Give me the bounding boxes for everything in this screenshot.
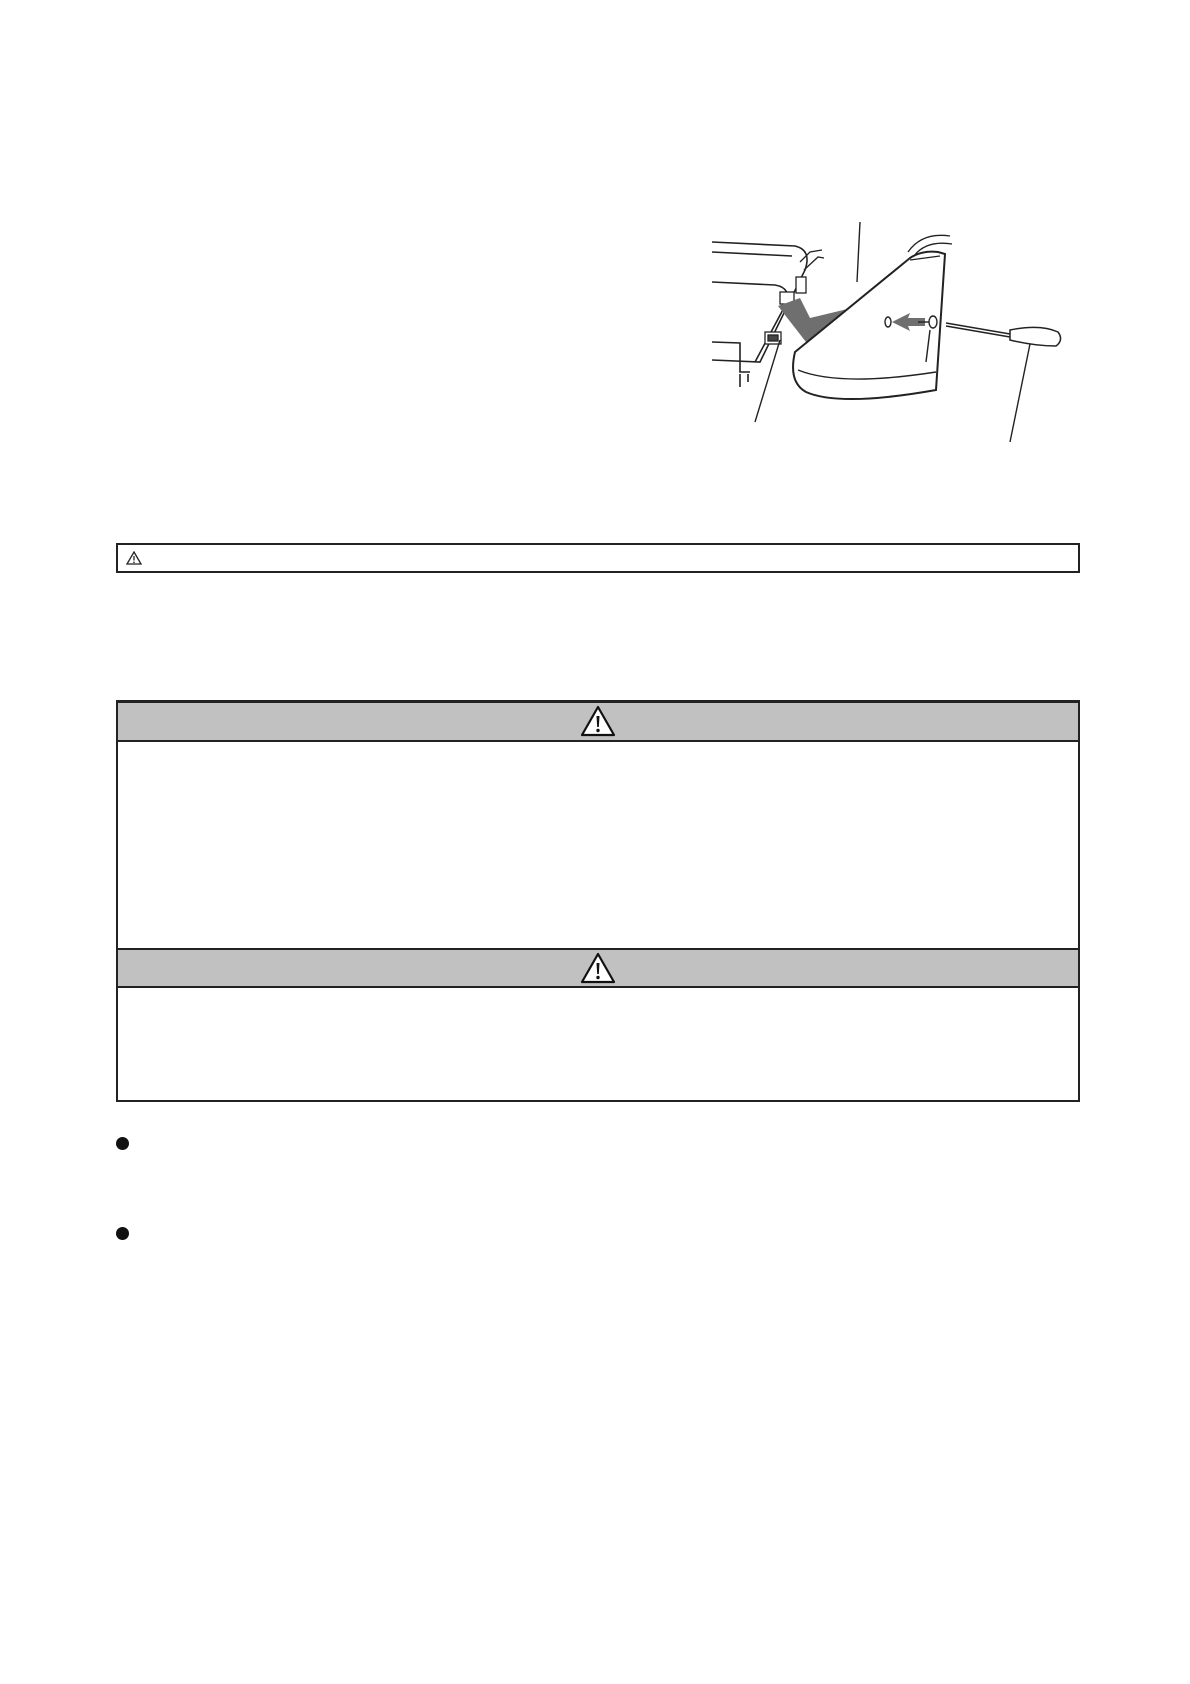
caution-header-band — [118, 948, 1078, 988]
warning-triangle-icon — [580, 952, 616, 984]
screwdriver-drawing — [946, 323, 1061, 346]
bullet-dot-icon — [116, 1227, 129, 1240]
warning-triangle-icon — [126, 551, 142, 565]
bullet-dot-icon — [116, 1137, 129, 1150]
warning-triangle-icon — [580, 705, 616, 737]
caution-strip — [116, 543, 1080, 573]
assembly-illustration — [700, 222, 1100, 442]
warning-box — [116, 700, 1080, 1102]
warning-header-band — [118, 702, 1078, 742]
